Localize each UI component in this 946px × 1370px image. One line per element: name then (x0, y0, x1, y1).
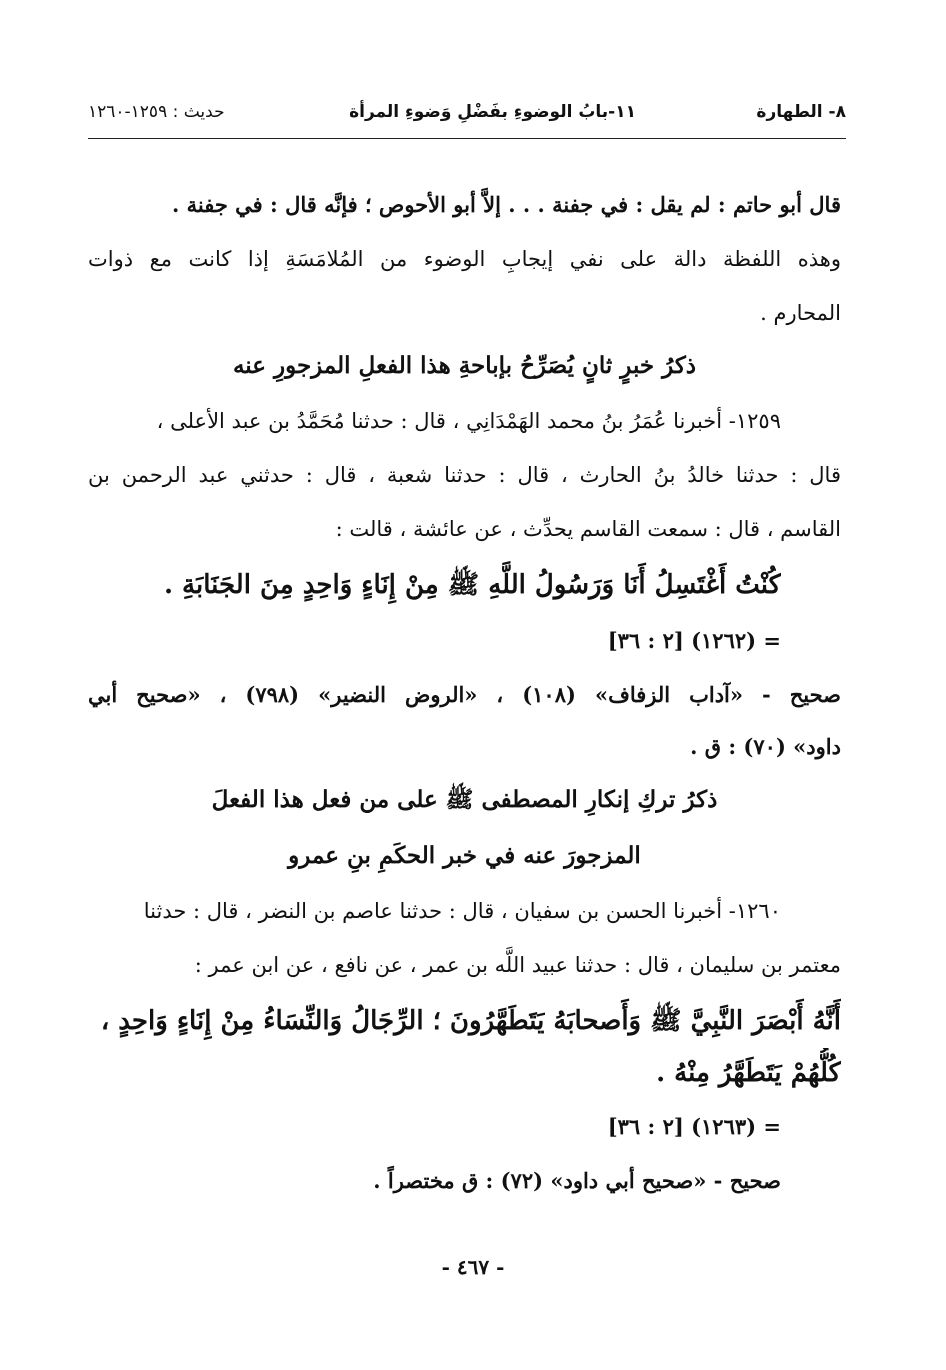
isnad-line: قال : حدثنا خالدُ بنُ الحارث ، قال : حدثنا شعبة ، قال : حدثني عبد الرحمن بن (88, 463, 841, 487)
commentary-line: المحارم . (760, 301, 841, 325)
cross-reference: = (١٢٦٣) [٢ : ٣٦] (607, 1114, 781, 1139)
chapter-heading: ذكرُ تركِ إنكارِ المصطفى ﷺ على من فعل هذا الفعلَ (211, 786, 718, 813)
header-hadith-range: حديث : ١٢٥٩-١٢٦٠ (88, 102, 225, 122)
grading-line: داود» (٧٠) : ق . (690, 734, 841, 759)
isnad-line: ١٢٦٠- أخبرنا الحسن بن سفيان ، قال : حدثنا عاصم بن النضر ، قال : حدثنا (143, 899, 781, 923)
hadith-text: كُنْتُ أَغْتَسِلُ أَنَا وَرَسُولُ اللَّهِ ﷺ مِنْ إِنَاءٍ وَاحِدٍ مِنَ الجَنَابَةِ . (163, 570, 781, 600)
header-divider (88, 138, 846, 139)
page-number: - ٤٦٧ - (441, 1255, 505, 1279)
chapter-heading: ذكرُ خبرٍ ثانٍ يُصَرِّحُ بإباحةِ هذا الفعلِ المزجورِ عنه (232, 352, 697, 379)
running-header (88, 96, 846, 132)
header-chapter: ٨- الطهارة (756, 102, 846, 122)
isnad-line: ١٢٥٩- أخبرنا عُمَرُ بنُ محمد الهَمْدَانِي ، قال : حدثنا مُحَمَّدُ بن عبد الأعلى ، (156, 409, 781, 433)
commentary-line: قال أبو حاتم : لم يقل : في جفنة . . . إلاَّ أبو الأحوص ؛ فإنَّه قال : في جفنة . (172, 192, 841, 217)
hadith-text: كُلُّهُمْ يَتَطَهَّرُ مِنْهُ . (656, 1058, 841, 1088)
chapter-heading: المزجورَ عنه في خبر الحكَمِ بنِ عمرو (288, 842, 641, 869)
cross-reference: = (١٢٦٢) [٢ : ٣٦] (607, 628, 781, 653)
grading-line: صحيح - «صحيح أبي داود» (٧٢) : ق مختصراً . (373, 1168, 781, 1193)
isnad-line: معتمر بن سليمان ، قال : حدثنا عبيد اللَّه بن عمر ، عن نافع ، عن ابن عمر : (194, 953, 841, 977)
hadith-text: أَنَّهُ أَبْصَرَ النَّبِيَّ ﷺ وَأَصحابَهُ يَتَطَهَّرُونَ ؛ الرِّجَالُ وَالنِّسَاءُ مِنْ إِنَاءٍ وَاحِدٍ ، (100, 1006, 841, 1036)
header-section-title: ١١-بابُ الوضوءِ بفَضْلِ وَضوءِ المرأة (349, 102, 636, 122)
isnad-line: القاسم ، قال : سمعت القاسم يحدِّث ، عن عائشة ، قالت : (335, 517, 841, 541)
commentary-line: وهذه اللفظة دالة على نفي إيجابِ الوضوء من المُلامَسَةِ إذا كانت مع ذوات (88, 247, 841, 271)
grading-line: صحيح - «آداب الزفاف» (١٠٨) ، «الروض النضير» (٧٩٨) ، «صحيح أبي (88, 682, 841, 707)
